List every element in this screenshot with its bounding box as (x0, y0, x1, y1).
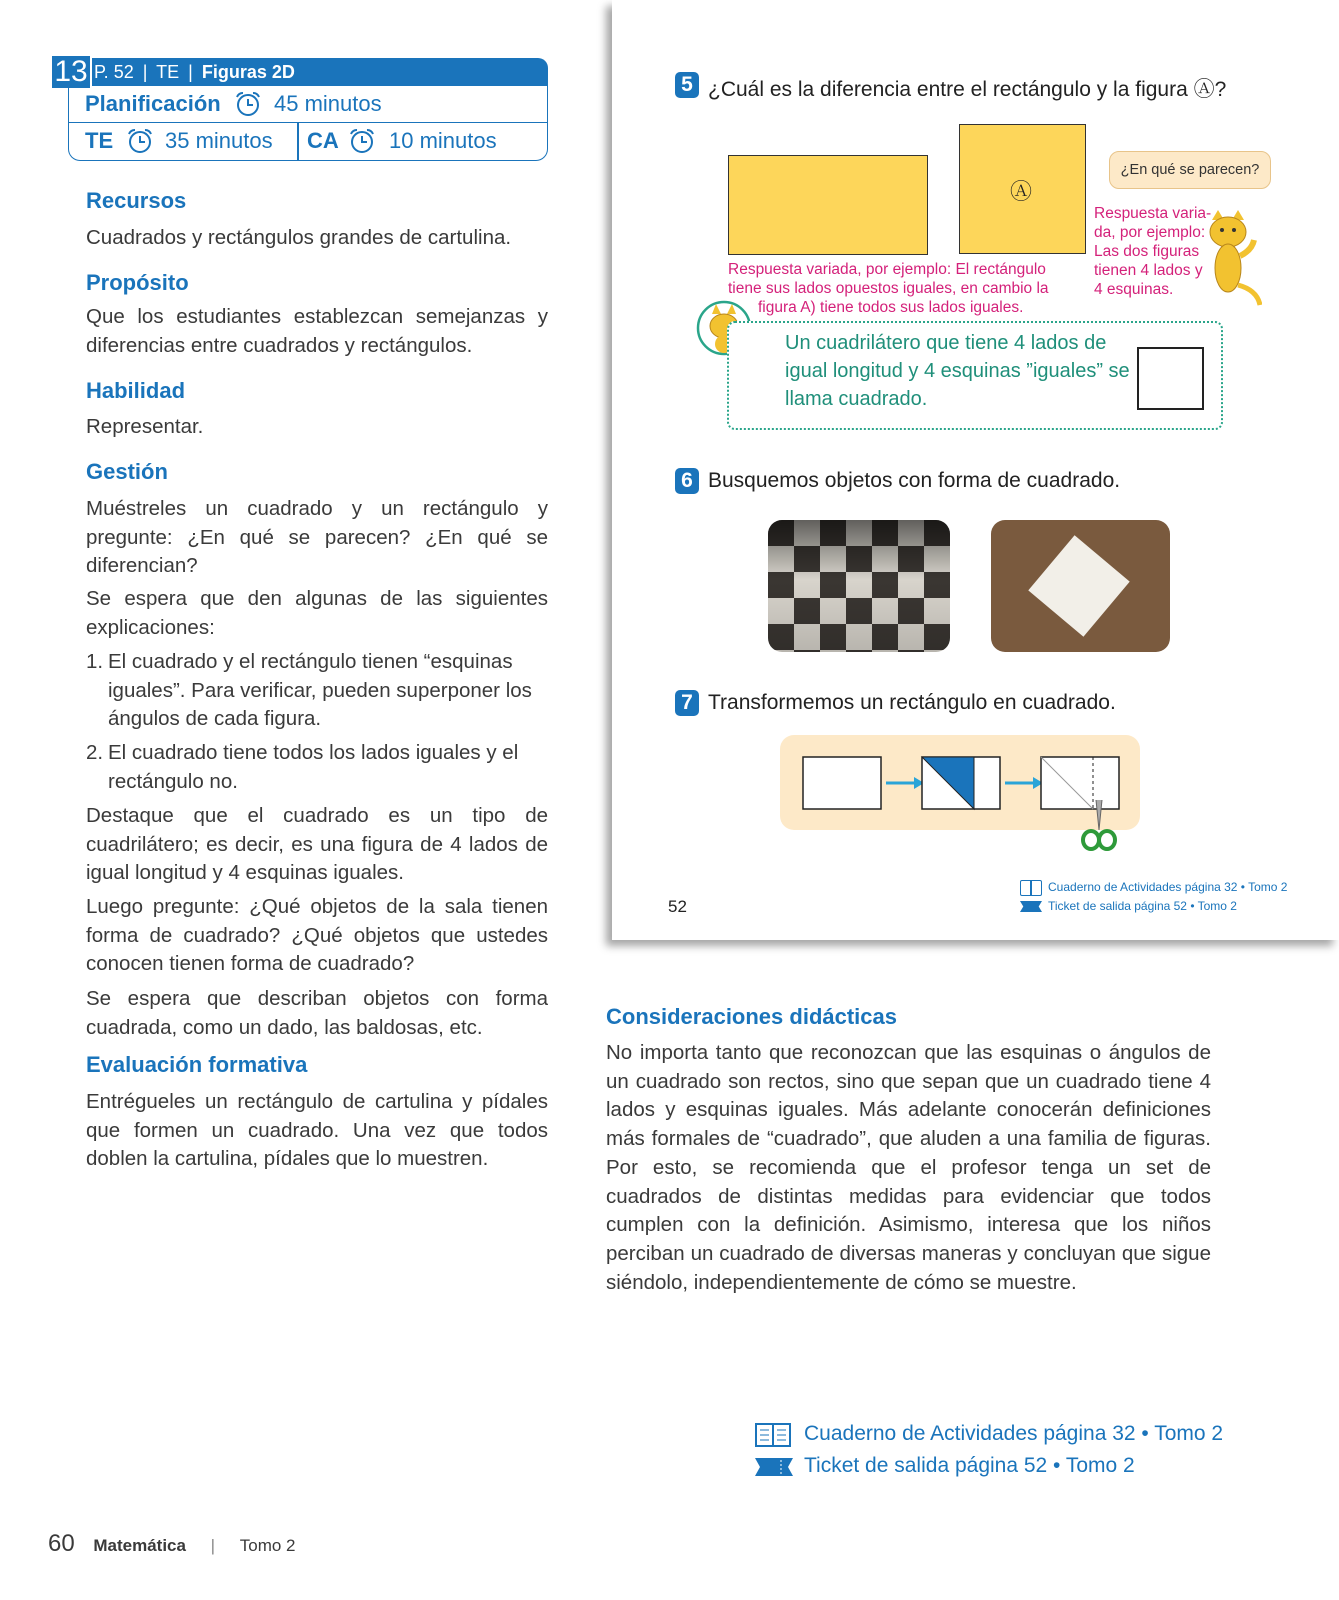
cat-character-icon (1202, 210, 1262, 310)
lesson-meta: P. 52 | TE | Figuras 2D (94, 62, 295, 82)
question-6-text: Busquemos objetos con forma de cuadrado. (708, 469, 1121, 492)
consideraciones-text: No importa tanto que reconozcan que las esquinas o ángulos de un cuadrado son rectos, sino que sepan que un cuadrado tiene 4 lados y esquinas iguales. Más adelante conocerán definiciones más formales de “cuadrado”, que aluden a una familia de figuras. Por esto, se recomienda que el profesor tenga un set de cuadrados de distintas medidas para evidenciar que todos cumplen con la definición. Asimismo, interesa que los niños perciban un cuadrado de diversas maneras y concluyan que sigue siéndolo, independientemente de cómo se muestre. (606, 1041, 1211, 1294)
page-footer (48, 1530, 296, 1558)
column-divider (297, 123, 299, 160)
question-7-text: Transformemos un rectángulo en cuadrado. (708, 691, 1116, 714)
gestion-heading: Gestión (86, 459, 168, 484)
evaluacion-text: Entrégueles un rectángulo de cartulina y pídales que formen un cuadrado. Una vez que todos doblen la cartulina, pídales que lo muestren. (86, 1090, 548, 1170)
scissors-icon (1080, 800, 1118, 852)
gestion-paragraph: Se espera que den algunas de las siguientes explicaciones: (86, 587, 548, 639)
planning-time: 45 minutos (274, 91, 382, 116)
square-example (1137, 347, 1204, 410)
te-ca-row (69, 123, 547, 160)
answer-left (728, 260, 1088, 317)
list-number: 1. (86, 650, 104, 673)
lesson-number: 13 (52, 56, 92, 88)
figure-a-square (959, 124, 1086, 254)
te-time: 35 minutos (165, 128, 273, 153)
student-page-thumbnail (612, 0, 1339, 940)
question-number-5: 5 (675, 72, 699, 98)
answer-line: tiene sus lados opuestos iguales, en cambio la (728, 280, 1049, 297)
subject-name: Matemática (93, 1536, 186, 1555)
answer-line: tienen 4 lados y (1094, 262, 1203, 279)
alarm-clock-icon (347, 127, 377, 155)
ca-label: CA (307, 128, 339, 153)
gestion-paragraph: Luego pregunte: ¿Qué objetos de la sala tienen forma de cuadrado? ¿Qué objetos que ustedes conocen tienen forma de cuadrado? (86, 895, 548, 975)
ticket-reference: Ticket de salida página 52 • Tomo 2 (804, 1454, 1135, 1477)
te-tag: TE (156, 62, 180, 82)
rectangle-shape (728, 155, 928, 255)
gestion-paragraph: Muéstreles un cuadrado y un rectángulo y pregunte: ¿En qué se parecen? ¿En qué se diferencian? (86, 497, 548, 577)
student-page-number: 52 (668, 897, 687, 916)
ticket-ref: Ticket de salida página 52 • Tomo 2 (1048, 899, 1237, 913)
square-definition: Un cuadrilátero que tiene 4 lados de igual longitud y 4 esquinas ”iguales” se llama cuadrado. (785, 332, 1130, 410)
ticket-icon (755, 1458, 793, 1476)
lesson-topic: Figuras 2D (201, 62, 295, 82)
napkin-photo (991, 520, 1170, 652)
definition-box (727, 321, 1223, 430)
book-icon (755, 1422, 791, 1448)
lesson-header (52, 55, 548, 163)
cuaderno-ref: Cuaderno de Actividades página 32 • Tomo 2 (1048, 880, 1288, 894)
alarm-clock-icon (233, 90, 263, 118)
list-text: El cuadrado tiene todos los lados iguales y el rectángulo no. (108, 741, 519, 793)
lesson-header-bar (52, 58, 548, 86)
consideraciones-heading: Consideraciones didácticas (606, 1004, 897, 1029)
planning-table (68, 86, 548, 161)
alarm-clock-icon (125, 127, 155, 155)
speech-bubble: ¿En qué se parecen? (1109, 151, 1271, 189)
answer-line: Respuesta variada, por ejemplo: El rectángulo (728, 261, 1046, 278)
figure-a-label: Ⓐ (1010, 179, 1033, 204)
answer-line: figura A) tiene todos sus lados iguales. (758, 299, 1024, 316)
page-number: 60 (48, 1530, 75, 1557)
planning-row (69, 86, 547, 123)
gestion-paragraph: Destaque que el cuadrado es un tipo de cuadrilátero; es decir, es una figura de 4 lados de igual longitud y 4 esquinas iguales. (86, 804, 548, 884)
question-5-text: ¿Cuál es la diferencia entre el rectángulo y la figura Ⓐ? (708, 78, 1227, 101)
recursos-text: Cuadrados y rectángulos grandes de cartulina. (86, 226, 512, 249)
te-label: TE (85, 128, 114, 153)
gestion-paragraph: Se espera que describan objetos con forma cuadrada, como un dado, las baldosas, etc. (86, 987, 548, 1039)
answer-line: Respuesta varia- (1094, 205, 1212, 222)
habilidad-text: Representar. (86, 415, 204, 438)
planning-label: Planificación (85, 91, 221, 116)
proposito-heading: Propósito (86, 270, 189, 295)
answer-line: da, por ejemplo: (1094, 224, 1206, 241)
question-number-6: 6 (675, 468, 699, 494)
book-icon (1020, 880, 1042, 896)
footer-separator: | (210, 1536, 216, 1555)
cuaderno-reference: Cuaderno de Actividades página 32 • Tomo 2 (804, 1422, 1224, 1445)
list-number: 2. (86, 741, 104, 764)
checkered-floor-photo (768, 520, 950, 652)
ca-time: 10 minutos (389, 128, 497, 153)
list-text: El cuadrado y el rectángulo tienen “esquinas iguales”. Para verificar, pueden superponer los ángulos de cada figura. (108, 650, 532, 730)
ticket-icon (1020, 901, 1042, 912)
recursos-heading: Recursos (86, 188, 187, 213)
volume-label: Tomo 2 (239, 1536, 296, 1555)
proposito-text: Que los estudiantes establezcan semejanzas y diferencias entre cuadrados y rectángulos. (86, 305, 548, 357)
question-number-7: 7 (675, 690, 699, 716)
evaluacion-heading: Evaluación formativa (86, 1052, 308, 1077)
page-ref: P. 52 (94, 62, 134, 82)
habilidad-heading: Habilidad (86, 378, 186, 403)
answer-line: 4 esquinas. (1094, 281, 1174, 298)
answer-line: Las dos figuras (1094, 243, 1200, 260)
